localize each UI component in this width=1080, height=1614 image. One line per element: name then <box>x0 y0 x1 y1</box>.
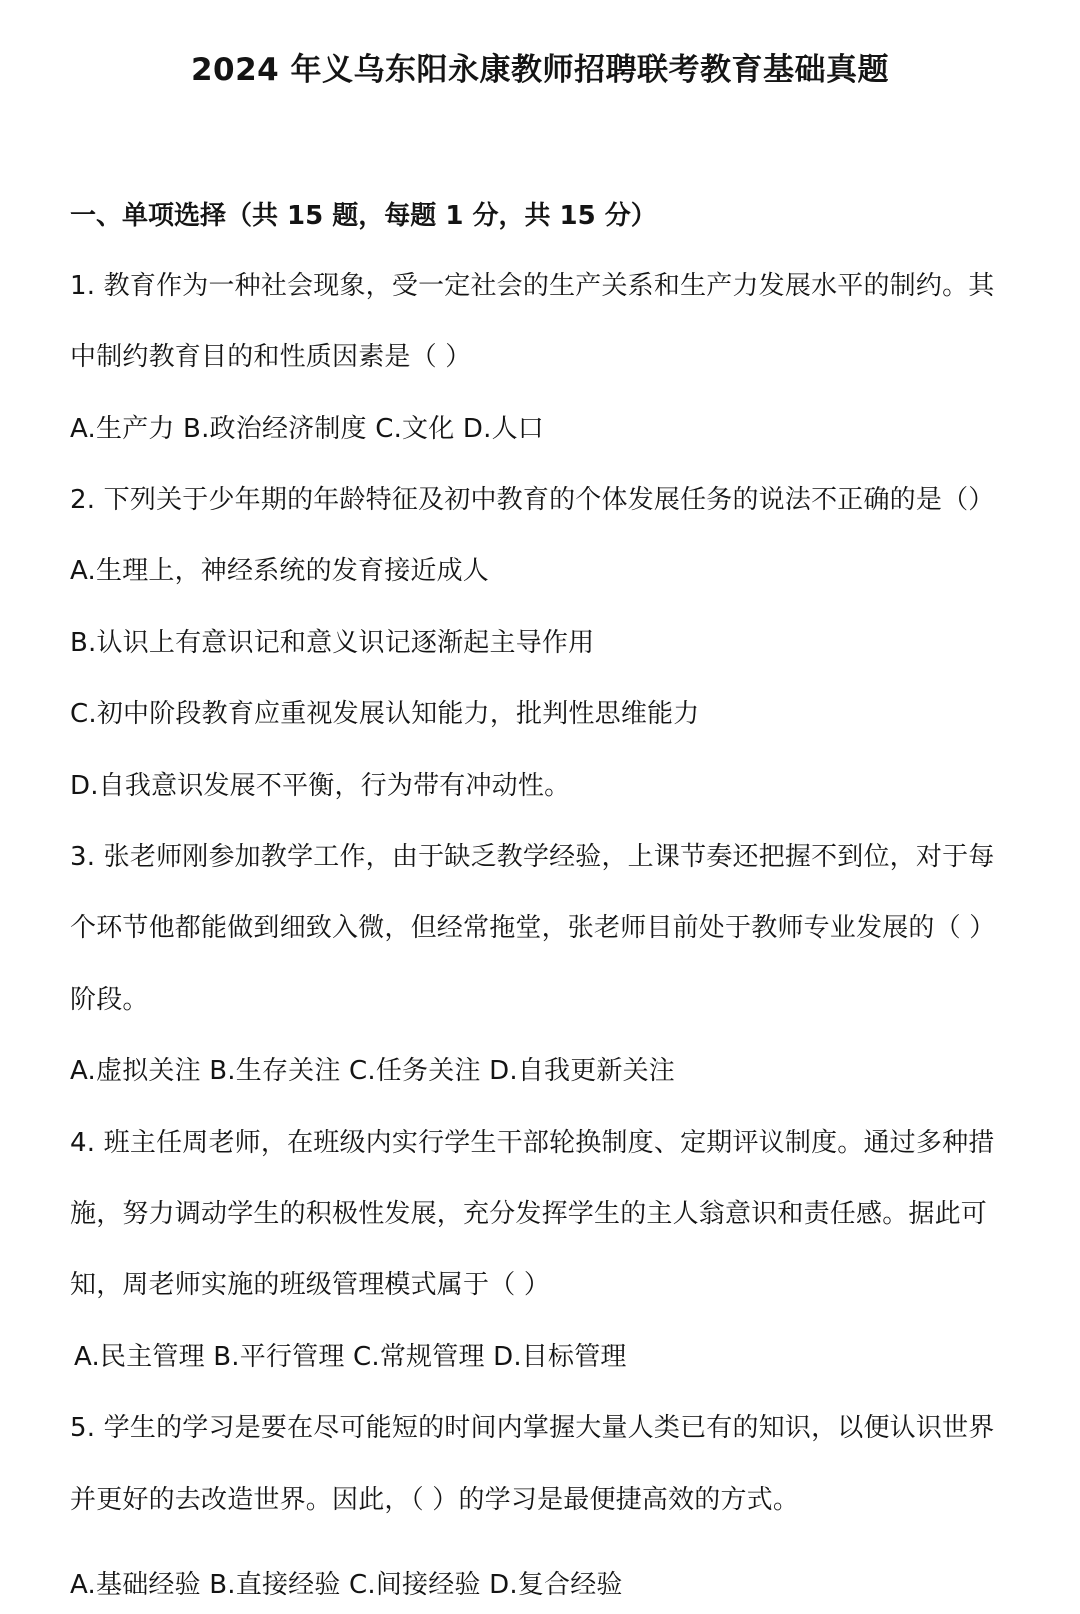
question-2-stem-line-1: 2. 下列关于少年期的年龄特征及初中教育的个体发展任务的说法不正确的是（） <box>70 485 995 515</box>
question-4-options: A.民主管理 B.平行管理 C.常规管理 D.目标管理 <box>74 1342 627 1372</box>
question-2-option-c: C.初中阶段教育应重视发展认知能力，批判性思维能力 <box>70 699 700 729</box>
section-heading: 一、单项选择（共 15 题，每题 1 分，共 15 分） <box>70 201 657 231</box>
question-2-option-d: D.自我意识发展不平衡，行为带有冲动性。 <box>70 771 571 801</box>
question-3-stem-line-2: 个环节他都能做到细致入微，但经常拖堂，张老师目前处于教师专业发展的（ ） <box>70 913 996 943</box>
question-2-option-b: B.认识上有意识记和意义识记逐渐起主导作用 <box>70 628 595 658</box>
question-3-stem-line-1: 3. 张老师刚参加教学工作，由于缺乏教学经验，上课节奏还把握不到位，对于每 <box>70 842 995 872</box>
question-1-stem-line-1: 1. 教育作为一种社会现象，受一定社会的生产关系和生产力发展水平的制约。其 <box>70 271 995 301</box>
question-5-options <box>70 1552 623 1614</box>
question-2-option-a: A.生理上，神经系统的发育接近成人 <box>70 556 489 586</box>
question-4-stem-line-1: 4. 班主任周老师，在班级内实行学生干部轮换制度、定期评议制度。通过多种措 <box>70 1128 995 1158</box>
question-3-stem-line-3: 阶段。 <box>70 985 149 1015</box>
question-5-stem-line-2: 并更好的去改造世界。因此，（ ）的学习是最便捷高效的方式。 <box>70 1485 800 1515</box>
question-4-stem-line-2: 施，努力调动学生的积极性发展，充分发挥学生的主人翁意识和责任感。据此可 <box>70 1199 988 1229</box>
question-3-options: A.虚拟关注 B.生存关注 C.任务关注 D.自我更新关注 <box>70 1056 675 1086</box>
question-5-options-text: A.基础经验 B.直接经验 C.间接经验 D.复合经验 <box>70 1570 623 1600</box>
question-1-stem-line-2: 中制约教育目的和性质因素是（ ） <box>70 342 472 372</box>
question-5-stem-line-1: 5. 学生的学习是要在尽可能短的时间内掌握大量人类已有的知识，以便认识世界 <box>70 1413 995 1443</box>
document-title: 2024 年义乌东阳永康教师招聘联考教育基础真题 <box>190 52 890 88</box>
question-4-stem-line-3: 知，周老师实施的班级管理模式属于（ ） <box>70 1270 551 1300</box>
question-1-options: A.生产力 B.政治经济制度 C.文化 D.人口 <box>70 414 544 444</box>
